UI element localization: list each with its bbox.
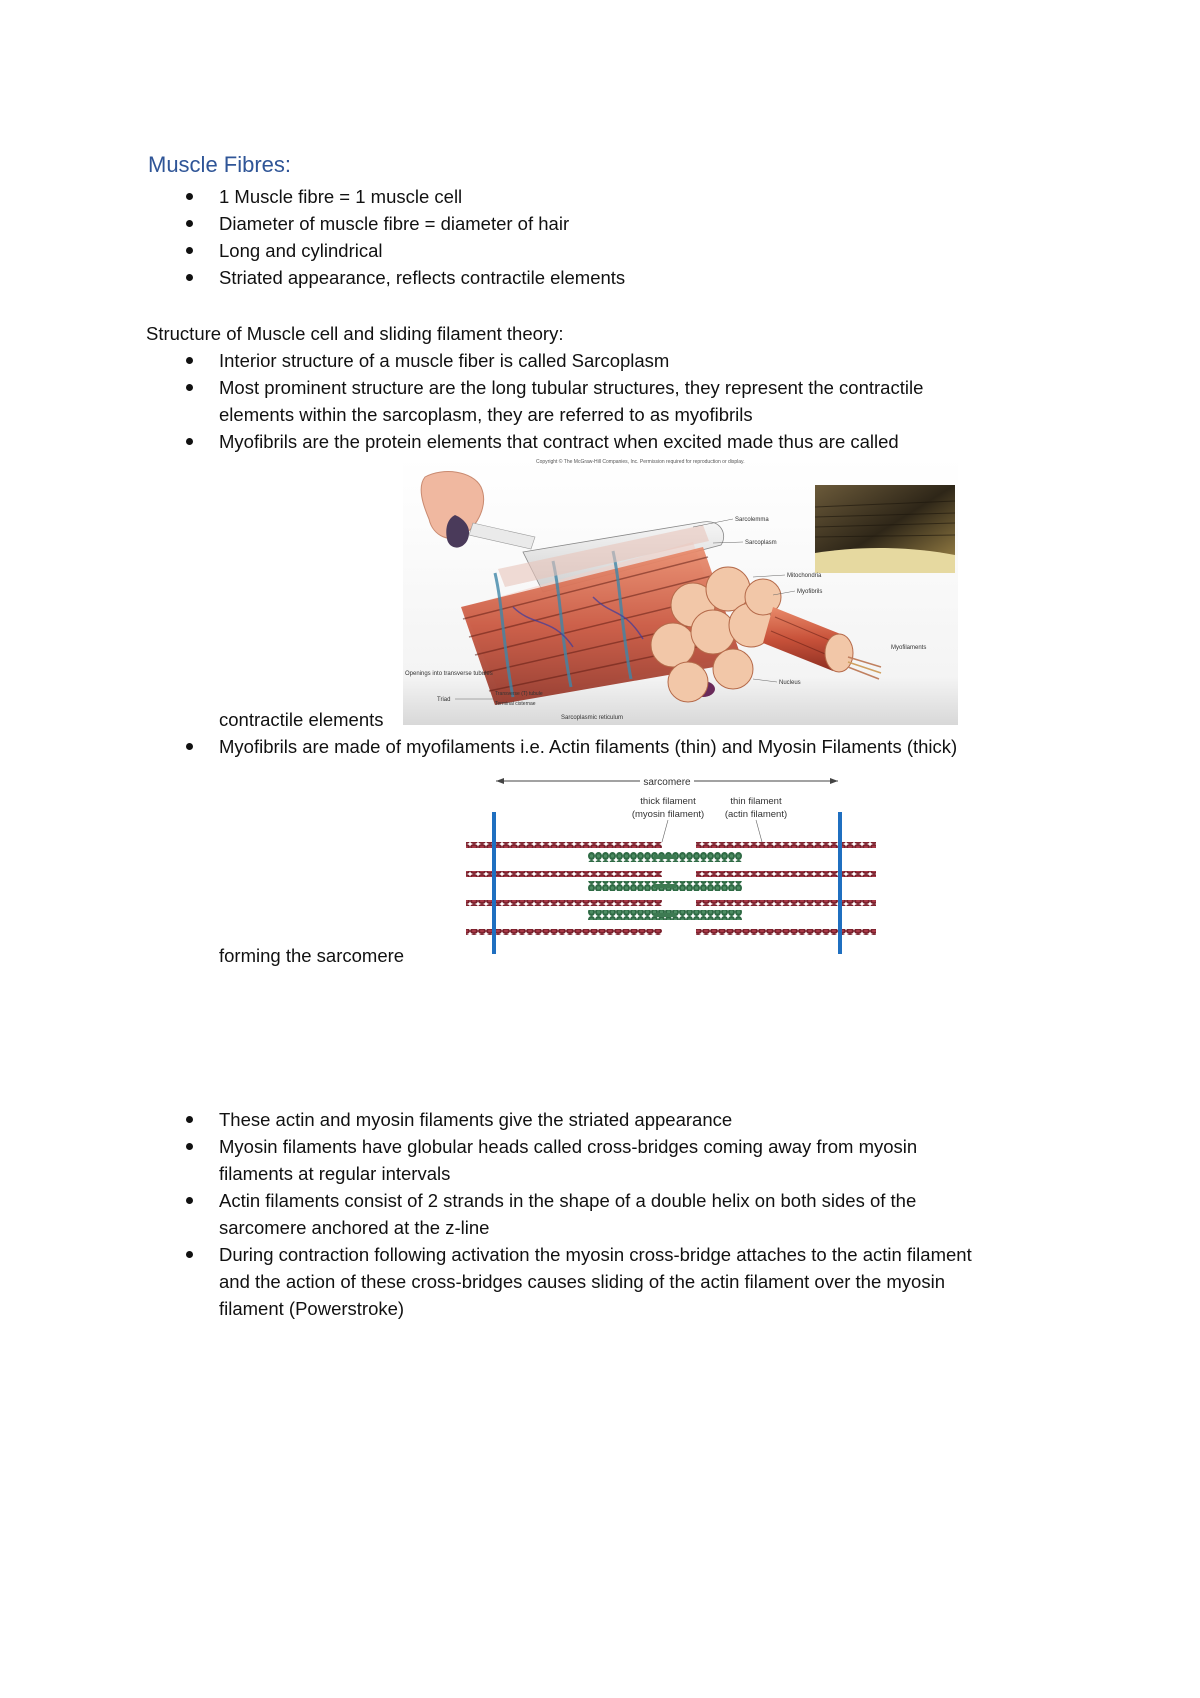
label-sarcoplasmic-reticulum: Sarcoplasmic reticulum: [561, 715, 624, 721]
label-openings: Openings into transverse tubules: [405, 671, 493, 677]
sarcomere-span-arrow: [496, 775, 838, 788]
filament-labels: [632, 796, 787, 842]
label-myosin-filament: (myosin filament): [631, 809, 705, 820]
bullet-text: Myofibrils are made of myofilaments i.e. Actin filaments (thin) and Myosin Filaments (thick): [219, 736, 958, 757]
bullet-text-continued: elements within the sarcoplasm, they are referred to as myofibrils: [219, 404, 753, 425]
myosin-filaments: [588, 852, 742, 920]
bullet-text-continued: and the action of these cross-bridges causes sliding of the actin filament over the myosin: [219, 1271, 945, 1292]
bullet-text-continued: forming the sarcomere: [219, 945, 405, 966]
section-heading-structure: Structure of Muscle cell and sliding filament theory:: [146, 323, 564, 344]
bullet-dot: [186, 743, 193, 750]
bullet-text: Myosin filaments have globular heads called cross-bridges coming away from myosin: [219, 1136, 918, 1157]
micrograph-inset: [815, 485, 955, 573]
label-nucleus: Nucleus: [779, 680, 801, 686]
bullet-text: Diameter of muscle fibre = diameter of hair: [219, 213, 570, 234]
label-sarcolemma: Sarcolemma: [735, 517, 769, 523]
label-actin-filament: (actin filament): [724, 809, 788, 820]
bullet-dot: [186, 220, 193, 227]
label-mitochondria: Mitochondria: [787, 573, 822, 579]
bullet-dot: [186, 193, 193, 200]
bullet-text: Actin filaments consist of 2 strands in the shape of a double helix on both sides of the: [219, 1190, 917, 1211]
label-terminal-cisternae: Terminal cisternae: [495, 701, 536, 707]
muscle-fiber-structure-figure: [403, 457, 958, 725]
label-thick-filament: thick filament: [640, 796, 696, 807]
bullet-text: These actin and myosin filaments give the striated appearance: [219, 1109, 733, 1130]
bullet-text-continued: filament (Powerstroke): [219, 1298, 405, 1319]
bullet-text: Most prominent structure are the long tubular structures, they represent the contractile: [219, 377, 924, 398]
bullet-text-continued: contractile elements: [219, 709, 384, 730]
bullet-text: Myofibrils are the protein elements that contract when excited made thus are called: [219, 431, 899, 452]
bullet-dot: [186, 384, 193, 391]
bullet-dot: [186, 1197, 193, 1204]
bullet-dot: [186, 1116, 193, 1123]
label-myofilaments: Myofilaments: [891, 645, 927, 651]
bullet-dot: [186, 274, 193, 281]
label-triad: Triad: [437, 697, 451, 703]
label-transverse-tubule: Transverse (T) tubule: [495, 691, 543, 697]
label-thin-filament: thin filament: [730, 796, 782, 807]
bullet-dot: [186, 1251, 193, 1258]
label-myofibrils: Myofibrils: [797, 589, 823, 595]
bullet-text: Interior structure of a muscle fiber is called Sarcoplasm: [219, 350, 670, 371]
bullet-dot: [186, 1143, 193, 1150]
bullet-text: During contraction following activation the myosin cross-bridge attaches to the actin filament: [219, 1244, 972, 1265]
bullet-dot: [186, 438, 193, 445]
section-heading-muscle-fibres: Muscle Fibres:: [148, 152, 292, 177]
bullet-text: Long and cylindrical: [219, 240, 383, 261]
bullet-dot: [186, 357, 193, 364]
figure-copyright: Copyright © The McGraw-Hill Companies, Inc. Permission required for reproduction or display.: [536, 459, 745, 465]
label-sarcomere: sarcomere: [643, 777, 691, 788]
label-sarcoplasm: Sarcoplasm: [745, 540, 777, 546]
bullet-dot: [186, 247, 193, 254]
sarcomere-diagram: [462, 772, 880, 954]
bullet-text-continued: filaments at regular intervals: [219, 1163, 451, 1184]
bullet-text-continued: sarcomere anchored at the z-line: [219, 1217, 490, 1238]
bullet-text: Striated appearance, reflects contractile elements: [219, 267, 626, 288]
bullet-text: 1 Muscle fibre = 1 muscle cell: [219, 186, 463, 207]
